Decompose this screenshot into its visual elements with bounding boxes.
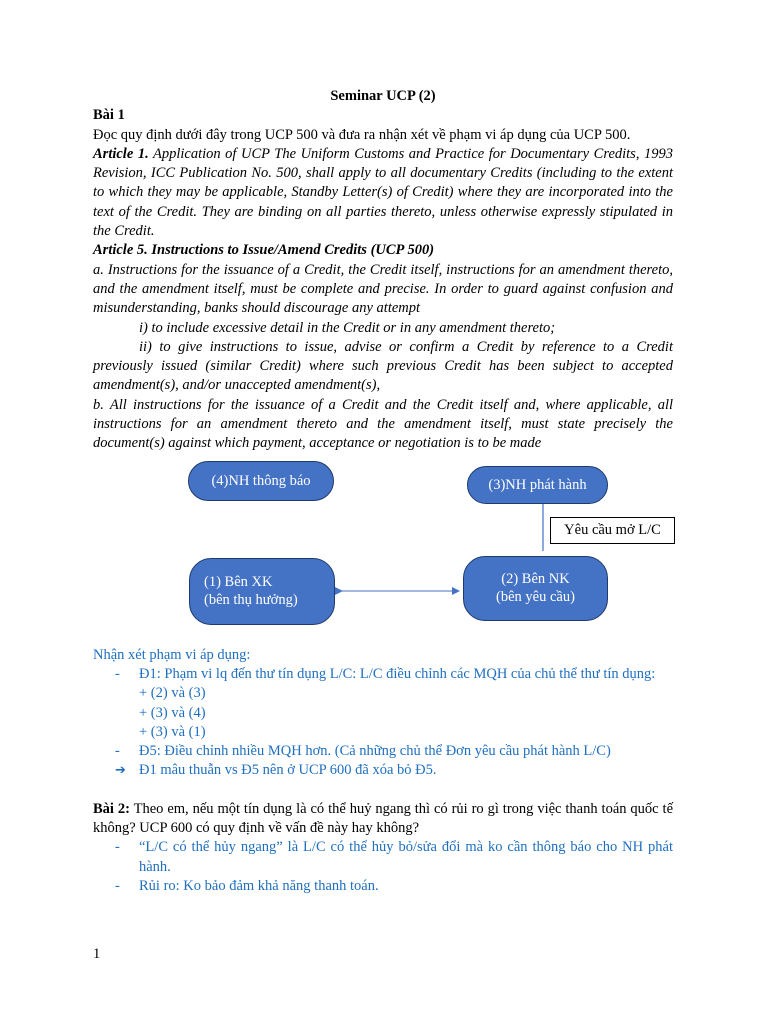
node-importer-label bbox=[464, 570, 607, 606]
pair-item-1: + (2) và (3) bbox=[139, 685, 206, 702]
spacer bbox=[93, 781, 673, 800]
exercise-2-heading: Bài 2: bbox=[93, 800, 130, 817]
node-importer-line1: (2) Bên NK bbox=[501, 571, 570, 588]
comment-d5 bbox=[93, 742, 673, 761]
node-issuing-bank-label: (3)NH phát hành bbox=[488, 476, 587, 493]
comments-heading: Nhận xét phạm vi áp dụng: bbox=[93, 646, 251, 663]
comment-d1 bbox=[93, 665, 673, 684]
request-lc-label: Yêu cầu mở L/C bbox=[550, 517, 675, 544]
article-5-clause-ii: ii) to give instructions to issue, advise or confirm a Credit by reference to a Credit previously issued (similar Credit) where such previous Credit has been subject to accepted amendment(s), and/or unaccepted amendment(s), bbox=[93, 338, 673, 394]
article-5-clause-a: a. Instructions for the issuance of a Credit, the Credit itself, instructions for an amendment thereto, and the amendment itself, must be complete and precise. In order to guard against confusion and misunderstanding, banks should discourage any attempt bbox=[93, 261, 673, 317]
dash-bullet: - bbox=[115, 743, 120, 760]
article-5-heading: Article 5. Instructions to Issue/Amend Credits (UCP 500) bbox=[93, 242, 435, 259]
node-exporter-label bbox=[190, 573, 334, 609]
exercise-1-intro: Đọc quy định dưới đây trong UCP 500 và đưa ra nhận xét về phạm vi áp dụng của UCP 500. bbox=[93, 126, 631, 143]
answer-2 bbox=[93, 877, 673, 896]
dash-bullet: - bbox=[115, 877, 120, 894]
comments-list-2 bbox=[93, 742, 673, 781]
answer-1 bbox=[93, 838, 673, 877]
answer-1-text: “L/C có thể hủy ngang” là L/C có thể hủy bỏ/sửa đổi mà ko cần thông báo cho NH phát hành. bbox=[139, 839, 673, 875]
node-advising-bank bbox=[188, 461, 334, 501]
comment-d1-text: Đ1: Phạm vi lq đến thư tín dụng L/C: L/C điều chỉnh các MQH của chủ thể thư tín dụng: bbox=[139, 665, 656, 682]
pair-item-2: + (3) và (4) bbox=[139, 704, 206, 721]
arrow-right-icon: ➔ bbox=[115, 763, 126, 779]
exercise-1-heading: Bài 1 bbox=[93, 107, 125, 124]
lc-parties-diagram bbox=[93, 461, 673, 646]
article-5-clause-b: b. All instructions for the issuance of a Credit and the Credit itself and, where applicable, all instructions for an amendment thereto and the amendment itself, must state precisely the document(s) against which payment, acceptance or negotiation is to be made bbox=[93, 396, 673, 452]
answer-2-text: Rủi ro: Ko bảo đảm khả năng thanh toán. bbox=[139, 877, 379, 894]
answers-list bbox=[93, 838, 673, 896]
node-exporter-line2: (bên thụ hưởng) bbox=[204, 592, 298, 609]
comment-d5-text: Đ5: Điều chỉnh nhiều MQH hơn. (Cả những chủ thể Đơn yêu cầu phát hành L/C) bbox=[139, 743, 611, 760]
document-page bbox=[93, 87, 673, 896]
node-importer bbox=[463, 556, 608, 621]
node-advising-bank-label: (4)NH thông báo bbox=[211, 472, 311, 489]
pair-item-3: + (3) và (1) bbox=[139, 723, 206, 740]
comment-conclusion-text: Đ1 mâu thuẫn vs Đ5 nên ở UCP 600 đã xóa bỏ Đ5. bbox=[139, 762, 437, 779]
article-5-clause-i: i) to include excessive detail in the Credit or in any amendment thereto; bbox=[139, 319, 556, 336]
page-number: 1 bbox=[93, 946, 101, 962]
node-importer-line2: (bên yêu cầu) bbox=[496, 589, 575, 606]
node-exporter bbox=[189, 558, 335, 625]
node-exporter-line1: (1) Bên XK bbox=[204, 574, 273, 591]
dash-bullet: - bbox=[115, 665, 120, 682]
article-1-text: Application of UCP The Uniform Customs and Practice for Documentary Credits, 1993 Revision, ICC Publication No. 500, shall apply to all documentary Credits (including to the extent to which they may be applicable, Standby Letter(s) of Credit) where they are incorporated into the text of the Credit. They are binding on all parties thereto, unless otherwise expressly stipulated in the Credit. bbox=[93, 145, 673, 240]
dash-bullet: - bbox=[115, 839, 120, 856]
article-1-paragraph bbox=[93, 145, 673, 241]
exercise-2-question-text: Theo em, nếu một tín dụng là có thể huỷ ngang thì có rủi ro gì trong việc thanh toán quốc tế không? UCP 600 có quy định về vấn đề này hay không? bbox=[93, 800, 673, 837]
document-title: Seminar UCP (2) bbox=[330, 88, 436, 104]
node-issuing-bank bbox=[467, 466, 608, 504]
comment-conclusion bbox=[93, 761, 673, 780]
exercise-2-question bbox=[93, 800, 673, 839]
article-1-label: Article 1. bbox=[93, 145, 149, 162]
comments-list bbox=[93, 665, 673, 684]
